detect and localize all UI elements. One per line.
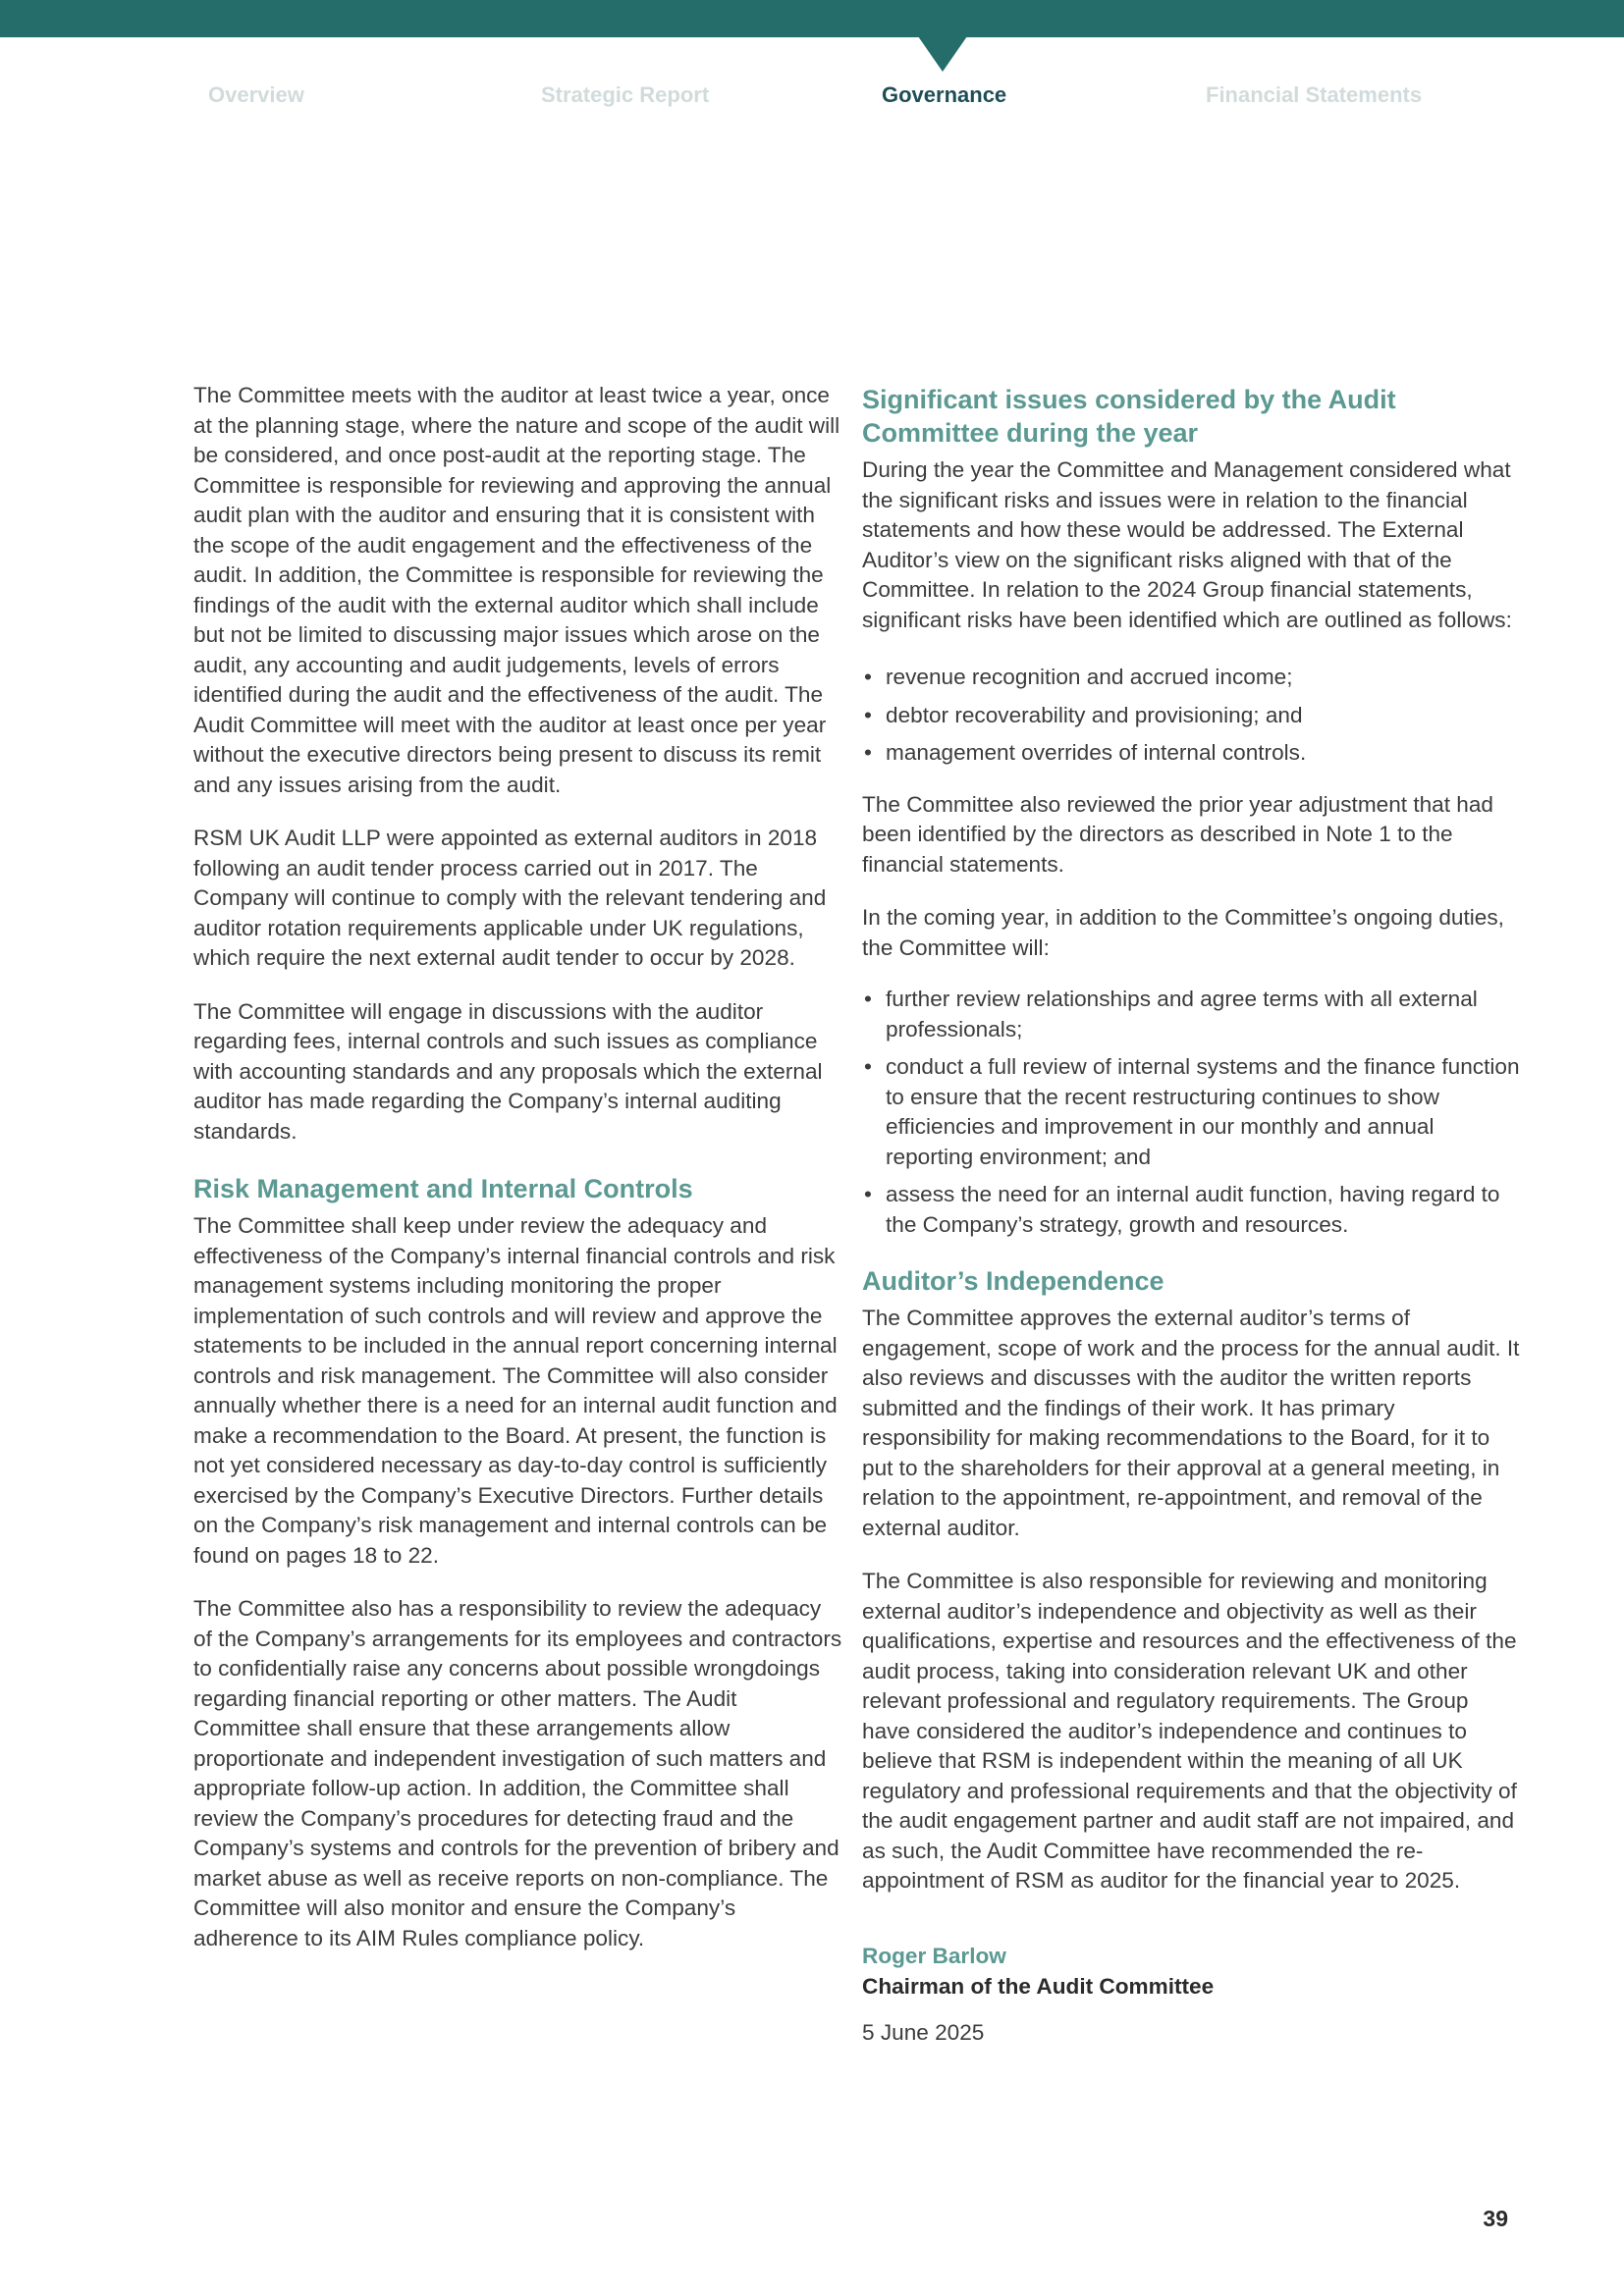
- nav-tab-overview[interactable]: Overview: [208, 82, 304, 107]
- signatory-title: Chairman of the Audit Committee: [862, 1973, 1215, 1999]
- paragraph-auditor-appointment: RSM UK Audit LLP were appointed as external auditors in 2018 following an audit tender process carried out in 2017. The Company will continue to comply with the relevant tendering and auditor rotation requirements applicable under UK regulations, which require the next external audit tender to occur by 2028.: [193, 826, 827, 970]
- paragraph-significant-risks: During the year the Committee and Management considered what the significant risks and issues were in relation to the financial statements and how these would be addressed. The External Auditor’s view on the significant risks aligned with that of the Committee. In relation to the 2024 Group financial statements, significant risks have been identified which are outlined as follows:: [862, 457, 1512, 632]
- paragraph-risk-review: The Committee shall keep under review the adequacy and effectiveness of the Company’s internal financial controls and risk management systems including monitoring the proper implementation of such controls and will review and approve the statements to be included in the annual report concerning internal controls and risk management. The Committee will also consider annually whether there is a need for an internal audit function and make a recommendation to the Board. At present, the function is not yet considered necessary as day-to-day control is sufficiently exercised by the Company’s Executive Directors. Further details on the Company’s risk management and internal controls can be found on pages 18 to 22.: [193, 1213, 838, 1568]
- left-column: [193, 381, 843, 1977]
- page-number: 39: [1483, 2206, 1508, 2231]
- nav-tab-governance[interactable]: Governance: [882, 82, 1007, 107]
- significant-risks-list: [862, 663, 1520, 769]
- heading-significant-issues: Significant issues considered by the Audit Committee during the year: [862, 385, 1396, 448]
- paragraph-whistleblowing: The Committee also has a responsibility to review the adequacy of the Company’s arrangements for its employees and contractors to confidentially raise any concerns about possible wrongdoings regarding financial reporting or other matters. The Audit Committee shall ensure that these arrangements allow proportionate and independent investigation of such matters and appropriate follow-up action. In addition, the Committee shall review the Company’s procedures for detecting fraud and the Company’s systems and controls for the prevention of bribery and market abuse as well as receive reports on non-compliance. The Committee will also monitor and ensure the Company’s adherence to its AIM Rules compliance policy.: [193, 1596, 842, 1950]
- signature-date: 5 June 2025: [862, 2019, 985, 2045]
- paragraph-auditor-meetings: The Committee meets with the auditor at least twice a year, once at the planning stage, where the nature and scope of the audit will be considered, and once post-audit at the reporting stage. The Committee is responsible for reviewing and approving the annual audit plan with the auditor and ensuring that it is consistent with the scope of the audit engagement and the effectiveness of the audit. In addition, the Committee is responsible for reviewing the findings of the audit with the external auditor which shall include but not be limited to discussing major issues which arose on the audit, any accounting and audit judgements, levels of errors identified during the audit and the effectiveness of the audit. The Audit Committee will meet with the auditor at least once per year without the executive directors being present to discuss its remit and any issues arising from the audit.: [193, 383, 840, 797]
- signature-block: [862, 1941, 1520, 2048]
- paragraph-prior-year-adjustment: The Committee also reviewed the prior year adjustment that had been identified by the directors as described in Note 1 to the financial statements.: [862, 791, 1493, 877]
- paragraph-auditor-objectivity: The Committee is also responsible for reviewing and monitoring external auditor’s independence and objectivity as well as their qualifications, expertise and resources and the effectiveness of the audit process, taking into consideration relevant UK and other relevant professional and regulatory requirements. The Group have considered the auditor’s independence and continues to believe that RSM is independent within the meaning of all UK regulatory and professional requirements and that the objectivity of the audit engagement partner and audit staff are not impaired, and as such, the Audit Committee have recommended the re-appointment of RSM as auditor for the financial year to 2025.: [862, 1569, 1517, 1893]
- signatory-name: Roger Barlow: [862, 1943, 1006, 1968]
- list-item: • revenue recognition and accrued income;: [862, 663, 1520, 693]
- nav-tab-strategic-report[interactable]: Strategic Report: [541, 82, 710, 107]
- header-bar: [0, 0, 1624, 37]
- paragraph-auditor-discussions: The Committee will engage in discussions with the auditor regarding fees, internal controls and such issues as compliance with accounting standards and any proposals which the external auditor has made regarding the Company’s internal auditing standards.: [193, 998, 823, 1144]
- paragraph-coming-year: In the coming year, in addition to the Committee’s ongoing duties, the Committee will:: [862, 905, 1504, 960]
- heading-risk-management: Risk Management and Internal Controls: [193, 1174, 693, 1203]
- list-item: • management overrides of internal controls.: [862, 738, 1520, 769]
- heading-auditor-independence: Auditor’s Independence: [862, 1266, 1164, 1296]
- list-item: • conduct a full review of internal systems and the finance function to ensure that the recent restructuring continues to show efficiencies and improvement in our monthly and annual reporting environment; and: [862, 1052, 1520, 1172]
- list-item: • assess the need for an internal audit function, having regard to the Company’s strategy, growth and resources.: [862, 1180, 1520, 1240]
- list-item: • debtor recoverability and provisioning; and: [862, 701, 1520, 731]
- paragraph-auditor-terms: The Committee approves the external auditor’s terms of engagement, scope of work and the process for the annual audit. It also reviews and discusses with the auditor the written reports submitted and the findings of their work. It has primary responsibility for making recommendations to the Board, for it to put to the shareholders for their approval at a general meeting, in relation to the appointment, re-appointment, and removal of the external auditor.: [862, 1306, 1520, 1540]
- coming-year-plans-list: [862, 985, 1520, 1240]
- list-item: • further review relationships and agree terms with all external professionals;: [862, 985, 1520, 1044]
- section-nav: [0, 82, 1624, 112]
- active-section-pointer: [918, 36, 967, 72]
- nav-tab-financial-statements[interactable]: Financial Statements: [1206, 82, 1423, 107]
- right-column: [862, 381, 1520, 2048]
